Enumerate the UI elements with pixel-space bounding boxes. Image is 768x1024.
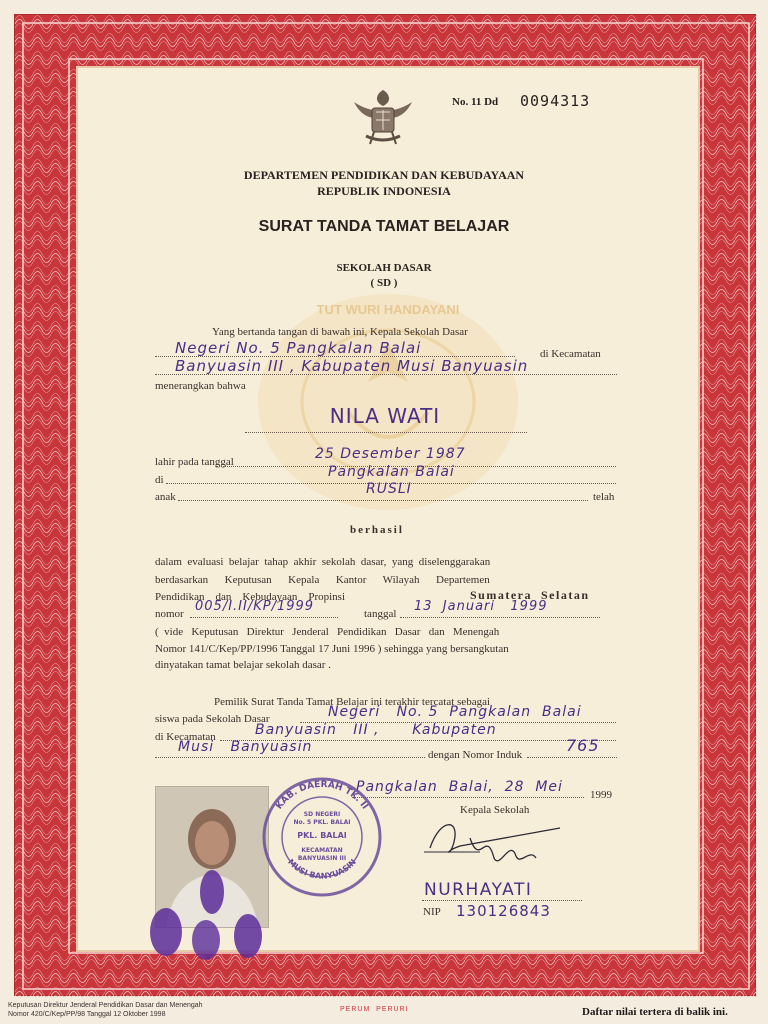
year: 1999 bbox=[590, 789, 612, 801]
di-kecamatan-2-label: di Kecamatan bbox=[155, 731, 216, 743]
para1-line2: berdasarkan Keputusan Kepala Kantor Wilayah Departemen bbox=[155, 574, 490, 586]
nomor-induk-label: dengan Nomor Induk bbox=[428, 749, 523, 761]
garuda-emblem-icon bbox=[346, 84, 420, 154]
nip-label: NIP bbox=[423, 906, 441, 918]
certificate-title: SURAT TANDA TAMAT BELAJAR bbox=[258, 218, 510, 235]
school-type: SEKOLAH DASAR bbox=[336, 262, 432, 274]
stamp-inner-3: PKL. BALAI bbox=[297, 831, 347, 840]
di-kecamatan-label: di Kecamatan bbox=[540, 348, 601, 360]
printer-mark: PERUM PERURI bbox=[340, 1006, 409, 1013]
para3-line1: Pemilik Surat Tanda Tamat Belajar ini terakhir tercatat sebagai bbox=[214, 696, 491, 708]
footer-decree-line1: Keputusan Direktur Jenderal Pendidikan Dasar dan Menengah bbox=[8, 1002, 203, 1009]
decision-number: 005/I.II/KP/1999 bbox=[195, 599, 315, 614]
footer-note: Daftar nilai tertera di balik ini. bbox=[582, 1006, 728, 1018]
parent-name: RUSLI bbox=[366, 481, 412, 497]
born-label: lahir pada tanggal bbox=[155, 456, 234, 468]
stamp-inner-1: SD NEGERI bbox=[303, 811, 341, 818]
decision-date: 13 Januari 1999 bbox=[414, 599, 548, 614]
tanggal-label: tanggal bbox=[364, 608, 397, 620]
berhasil-label: berhasil bbox=[350, 524, 404, 536]
stamp-outer-bottom: MUSI BANYUASIN bbox=[286, 857, 358, 881]
student-name: NILA WATI bbox=[329, 404, 441, 428]
para2-line2: Nomor 141/C/Kep/PP/1996 Tanggal 17 Juni 1996 ) sehingga yang bersangkutan bbox=[155, 643, 509, 655]
birth-date: 25 Desember 1987 bbox=[315, 446, 466, 462]
nomor-label: nomor bbox=[155, 608, 184, 620]
principal-name: NURHAYATI bbox=[424, 880, 533, 900]
menerangkan-label: menerangkan bahwa bbox=[155, 380, 246, 392]
stamp-inner-2: No. 5 PKL. BALAI bbox=[293, 819, 351, 826]
stamp-inner-5: BANYUASIN III bbox=[297, 855, 347, 862]
birth-place: Pangkalan Balai bbox=[328, 464, 455, 480]
telah-label: telah bbox=[593, 491, 615, 503]
district: Banyuasin III , Kabupaten Musi Banyuasin bbox=[175, 357, 529, 375]
school-name: Negeri No. 5 Pangkalan Balai bbox=[175, 339, 422, 357]
student-id: 765 bbox=[566, 736, 600, 755]
regency-2: Musi Banyuasin bbox=[178, 739, 313, 755]
ministry-line1: DEPARTEMEN PENDIDIKAN DAN KEBUDAYAAN bbox=[243, 168, 525, 182]
ministry-line2: REPUBLIK INDONESIA bbox=[317, 184, 451, 198]
number-label: No. 11 Dd bbox=[452, 96, 499, 108]
principal-signature bbox=[420, 808, 570, 878]
para2-line3: dinyatakan tamat belajar sekolah dasar . bbox=[155, 659, 331, 671]
serial-number: 0094313 bbox=[520, 92, 591, 110]
footer-decree-line2: Nomor 420/C/Kep/PP/98 Tanggal 12 Oktober 1998 bbox=[8, 1011, 166, 1018]
siswa-label: siswa pada Sekolah Dasar bbox=[155, 713, 270, 725]
school-type-abbr: ( SD ) bbox=[370, 277, 398, 289]
para1-line3: Pendidikan dan Kebudayaan Propinsi bbox=[155, 591, 346, 603]
nip-number: 130126843 bbox=[456, 902, 551, 920]
watermark-text: TUT WURI HANDAYANI bbox=[316, 302, 460, 317]
district-2: Banyuasin III , Kabupaten bbox=[255, 722, 497, 738]
province: Sumatera Selatan bbox=[470, 588, 590, 602]
para1-line1: dalam evaluasi belajar tahap akhir sekolah dasar, yang diselenggarakan bbox=[155, 556, 491, 568]
principal-role: Kepala Sekolah bbox=[460, 804, 530, 816]
official-stamp bbox=[257, 774, 387, 900]
intro-text: Yang bertanda tangan di bawah ini, Kepala Sekolah Dasar bbox=[212, 326, 468, 338]
school-name-2: Negeri No. 5 Pangkalan Balai bbox=[328, 704, 582, 720]
svg-text:KAB. DAERAH TK. II bbox=[274, 780, 369, 811]
para2-line1: ( vide Keputusan Direktur Jenderal Pendidikan Dasar dan Menengah bbox=[155, 626, 500, 638]
anak-label: anak bbox=[155, 491, 176, 503]
place-date: Pangkalan Balai, 28 Mei bbox=[356, 779, 563, 795]
stamp-inner-4: KECAMATAN bbox=[301, 847, 343, 854]
di-label: di bbox=[155, 474, 164, 486]
stamp-outer-text: KAB. DAERAH TK. II bbox=[274, 779, 370, 812]
